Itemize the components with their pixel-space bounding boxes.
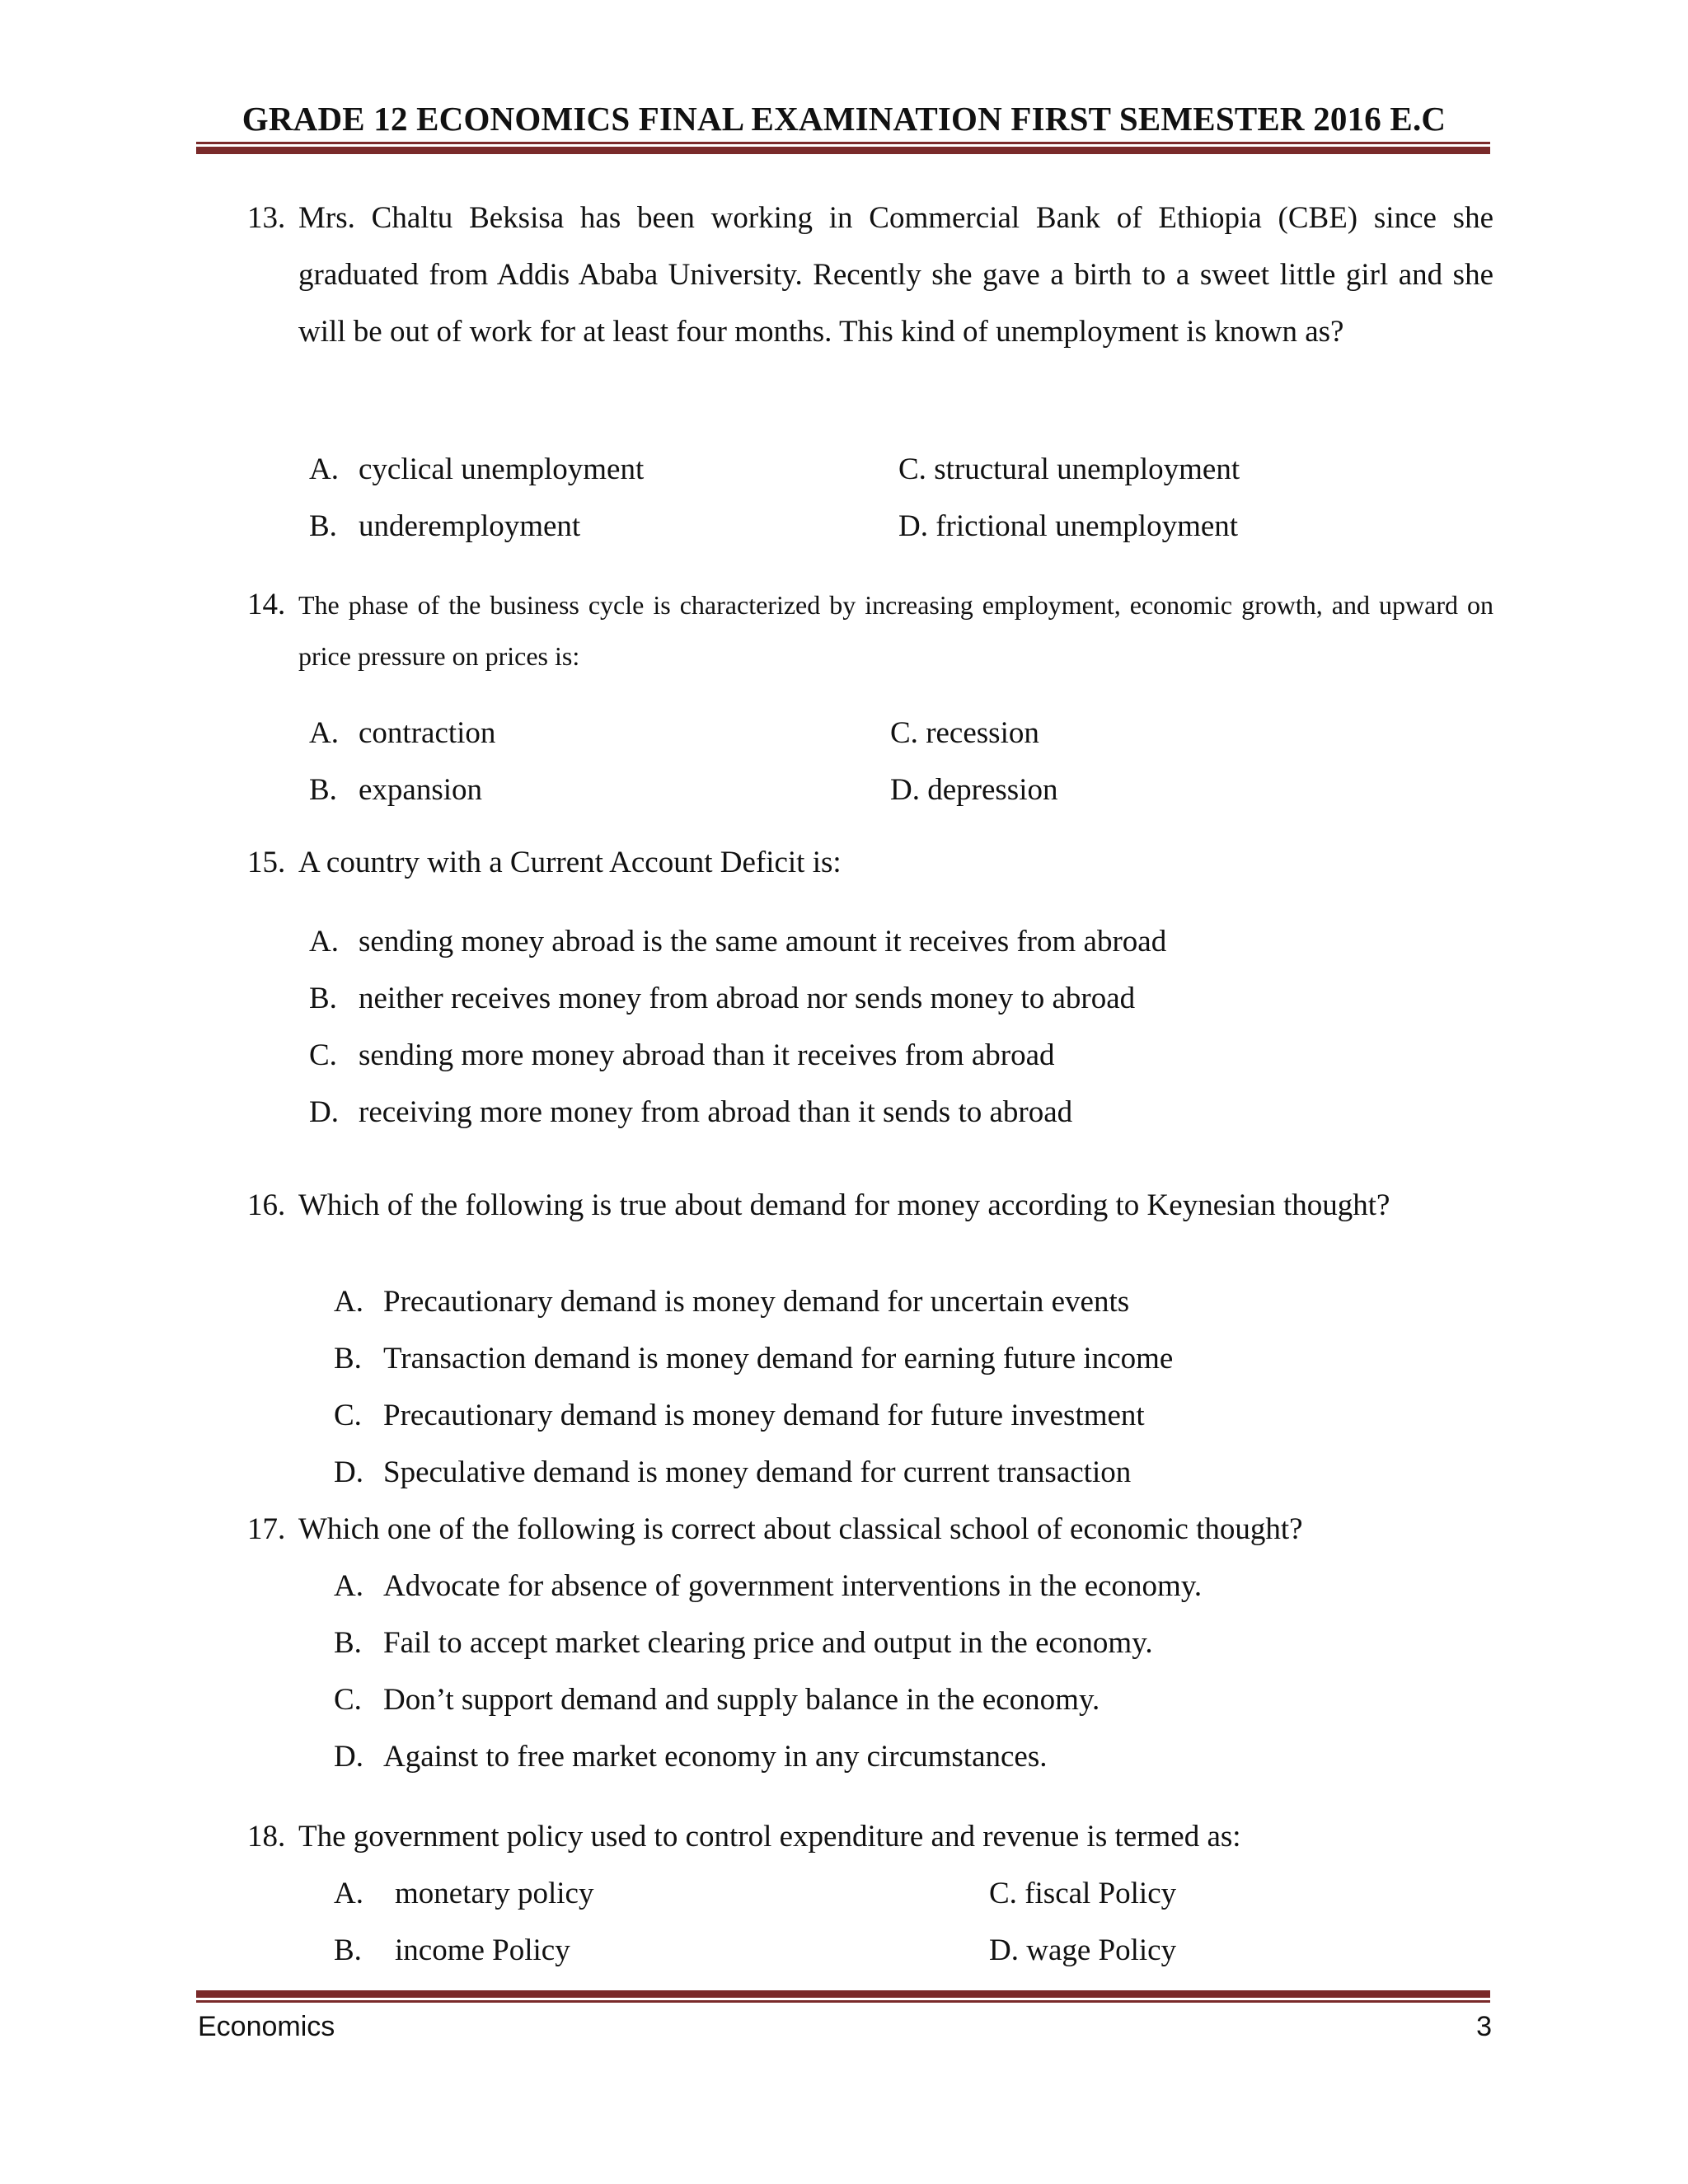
option-text: Don’t support demand and supply balance in the economy. (383, 1683, 1100, 1717)
option-letter: D. (898, 509, 928, 543)
option-16-a (334, 1273, 1129, 1330)
option-letter: D. (989, 1933, 1019, 1967)
option-letter: D. (890, 773, 920, 807)
question-14 (247, 579, 1493, 682)
option-text: cyclical unemployment (359, 452, 645, 486)
option-13-d (898, 498, 1238, 555)
question-number: 17. (247, 1512, 286, 1546)
option-letter: D. (334, 1455, 363, 1489)
option-13-a (309, 441, 644, 498)
option-letter: D. (334, 1740, 363, 1774)
option-text: income Policy (395, 1933, 570, 1967)
option-letter: B. (334, 1342, 362, 1376)
option-letter: C. (334, 1683, 362, 1717)
option-text: monetary policy (395, 1877, 594, 1910)
question-18 (247, 1808, 1493, 1865)
question-number: 15. (247, 846, 286, 879)
option-17-b (334, 1615, 1153, 1671)
question-16 (247, 1177, 1493, 1234)
option-letter: D. (309, 1095, 339, 1129)
option-17-c (334, 1671, 1100, 1728)
option-text: underemployment (359, 509, 581, 543)
question-text: Which of the following is true about demand for money according to Keynesian thought? (298, 1188, 1390, 1222)
option-text: expansion (359, 773, 483, 807)
option-18-b (334, 1922, 570, 1979)
option-15-b (309, 970, 1135, 1027)
option-14-b (309, 762, 482, 818)
option-14-c (890, 705, 1039, 762)
question-text: A country with a Current Account Deficit is: (298, 846, 842, 879)
option-18-c (989, 1865, 1176, 1922)
question-number: 13. (247, 201, 286, 235)
option-letter: C. (309, 1038, 337, 1072)
option-letter: A. (309, 925, 339, 958)
option-letter: B. (309, 509, 337, 543)
option-14-a (309, 705, 495, 762)
option-letter: A. (334, 1877, 363, 1910)
question-number: 14. (247, 588, 286, 621)
question-number: 18. (247, 1820, 286, 1854)
header-rule (196, 142, 1490, 154)
option-text: sending money abroad is the same amount it receives from abroad (359, 925, 1167, 958)
option-letter: B. (309, 773, 337, 807)
option-text: depression (927, 773, 1058, 807)
option-letter: C. (898, 452, 926, 486)
question-text: Which one of the following is correct about classical school of economic thought? (298, 1512, 1303, 1546)
question-number: 16. (247, 1188, 286, 1222)
option-text: fiscal Policy (1025, 1877, 1177, 1910)
option-text: structural unemployment (934, 452, 1240, 486)
option-13-b (309, 498, 580, 555)
page-number: 3 (1476, 2011, 1492, 2042)
option-text: sending more money abroad than it receives from abroad (359, 1038, 1055, 1072)
option-text: recession (926, 716, 1039, 750)
option-text: Fail to accept market clearing price and output in the economy. (383, 1626, 1153, 1660)
option-text: Speculative demand is money demand for current transaction (383, 1455, 1132, 1489)
option-17-a (334, 1558, 1202, 1615)
footer-rule (196, 1990, 1490, 2003)
option-letter: B. (309, 982, 337, 1015)
option-15-c (309, 1027, 1055, 1084)
option-text: Advocate for absence of government interventions in the economy. (383, 1569, 1203, 1603)
option-13-c (898, 441, 1240, 498)
question-15 (247, 834, 1493, 891)
page-header-title: GRADE 12 ECONOMICS FINAL EXAMINATION FIRST SEMESTER 2016 E.C (241, 100, 1447, 138)
option-15-a (309, 913, 1166, 970)
option-letter: C. (989, 1877, 1017, 1910)
option-letter: A. (334, 1285, 363, 1319)
option-text: frictional unemployment (935, 509, 1239, 543)
option-text: Against to free market economy in any circumstances. (383, 1740, 1048, 1774)
option-text: receiving more money from abroad than it sends to abroad (359, 1095, 1073, 1129)
option-16-c (334, 1387, 1145, 1444)
option-18-d (989, 1922, 1176, 1979)
option-letter: B. (334, 1933, 362, 1967)
option-letter: C. (890, 716, 918, 750)
option-16-d (334, 1444, 1131, 1501)
option-17-d (334, 1728, 1048, 1785)
option-letter: A. (334, 1569, 363, 1603)
option-15-d (309, 1084, 1072, 1141)
option-14-d (890, 762, 1057, 818)
option-text: neither receives money from abroad nor sends money to abroad (359, 982, 1136, 1015)
question-17 (247, 1501, 1493, 1558)
option-letter: A. (309, 452, 339, 486)
question-text: Mrs. Chaltu Beksisa has been working in Commercial Bank of Ethiopia (CBE) since she graduated from Addis Ababa University. Recently she gave a birth to a sweet little girl and she will be out of work for at least four months. This kind of unemployment is known as? (298, 201, 1493, 349)
option-letter: A. (309, 716, 339, 750)
option-letter: B. (334, 1626, 362, 1660)
option-text: Precautionary demand is money demand for future investment (383, 1399, 1145, 1432)
option-16-b (334, 1330, 1173, 1387)
question-13 (247, 190, 1493, 360)
option-18-a (334, 1865, 593, 1922)
question-text: The phase of the business cycle is characterized by increasing employment, economic growth, and upward on price pressure on prices is: (298, 590, 1493, 671)
footer-subject: Economics (198, 2011, 335, 2042)
question-text: The government policy used to control expenditure and revenue is termed as: (298, 1820, 1241, 1854)
option-letter: C. (334, 1399, 362, 1432)
option-text: Precautionary demand is money demand for uncertain events (383, 1285, 1130, 1319)
option-text: wage Policy (1026, 1933, 1177, 1967)
option-text: contraction (359, 716, 496, 750)
option-text: Transaction demand is money demand for earning future income (383, 1342, 1174, 1376)
